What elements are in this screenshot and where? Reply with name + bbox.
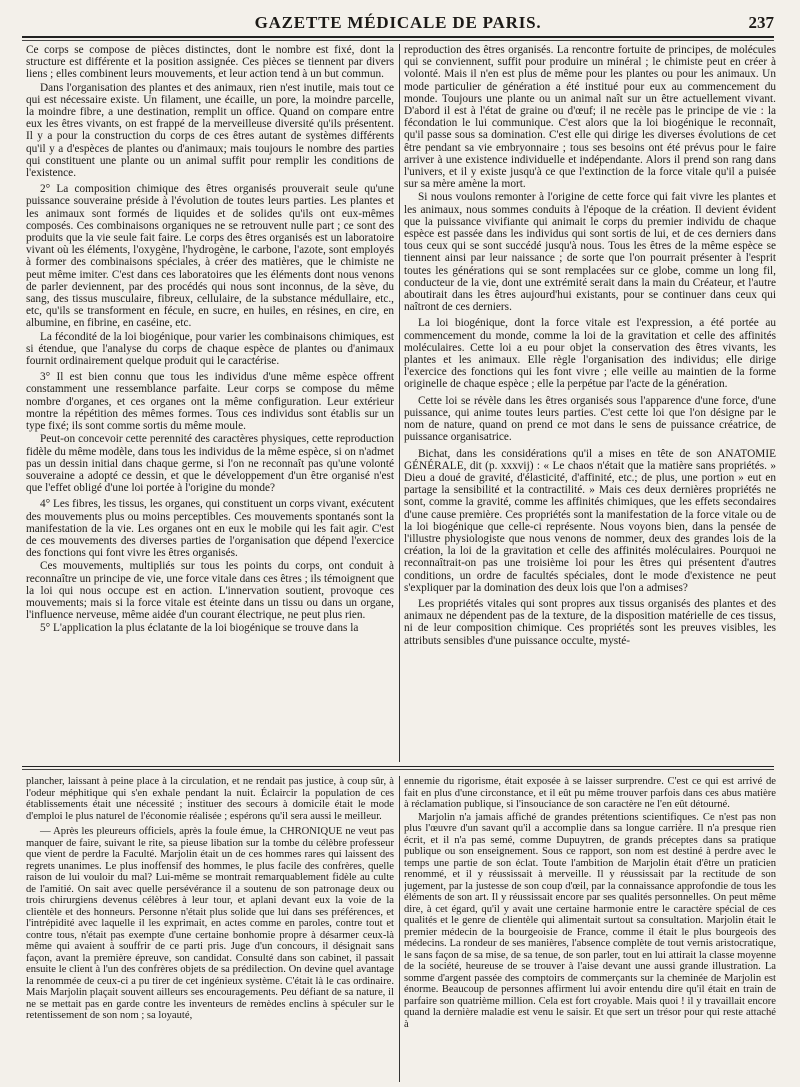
column-divider	[399, 44, 400, 762]
paragraph: 4° Les fibres, les tissus, les organes, qui constituent un corps vivant, exécutent des mouvements plus ou moins perceptibles. Ces mouvements spontanés sont la manifestation de la vie. Les organes ont en eux le mobile qui les fait agir. C'est de ces mouvements des diverses parties de l'organisation que dépend l'exercice des fonctions qui font vivre les êtres organisés.	[26, 498, 394, 560]
paragraph: Ce corps se compose de pièces distinctes, dont le nombre est fixé, dont la structure est différente et la position assignée. Ces pièces se tiennent par divers liens ; elles combinent leurs mouvements, et leur action tend à un but commun.	[26, 44, 394, 81]
paragraph: La loi biogénique, dont la force vitale est l'expression, a été portée au commencement du monde, comme la loi de la gravitation et celle des affinités moléculaires. Cette loi a eu pour objet la conservation des êtres vivants, les plantes et les animaux. Elle règle l'organisation des individus; elle dirige l'exercice des fonctions qui les font vivre ; elle veille au maintien de la forme originelle de chaque espèce ; elle la perpétue par l'acte de la génération.	[404, 317, 776, 391]
paragraph: Cette loi se révèle dans les êtres organisés sous l'apparence d'une force, d'une puissance, qui anime toutes leurs parties. C'est cette loi que l'on désigne par le nom de nature, quand on prend ce mot dans le sens de puissance créatrice, de puissance organisatrice.	[404, 394, 776, 444]
paragraph: Ces mouvements, multipliés sur tous les points du corps, ont conduit à reconnaître un principe de vie, une force vitale dans ces êtres ; ils témoignent que la loi qui nous occupe est en action. L'innervation soutient, provoque ces mouvements; mais si la force vitale est éteinte dans un tissu ou dans un organe, l'influence nerveuse, même aidée d'un courant électrique, ne peut plus rien.	[26, 560, 394, 622]
article-column-left	[26, 44, 394, 762]
section-rule	[22, 766, 774, 770]
paragraph: — Après les pleureurs officiels, après la foule émue, la CHRONIQUE ne veut pas manquer de faire, suivant le rite, sa pieuse libation sur la tombe du célèbre professeur que vient de perdre la Faculté. Marjolin était un de ces hommes rares qui laissent des regrets unanimes. Le plus inoffensif des hommes, le plus facile des confrères, quelle raison de lui vouloir du mal? Lui-même se montrait remarquablement fidèle au culte de l'amitié. On sait avec quelle persévérance il a soutenu de son patronage deux ou trois chirurgiens devenus célèbres à leur tour, et aplani devant eux la voie de la clientèle et des honneurs. Personne n'était plus solide que lui dans ses préférences, et l'intrépidité avec laquelle il les exprimait, en actes comme en paroles, contre tout et contre tous, n'était pas exempte d'une certaine bonhomie propre à désarmer ceux-là même qui avaient à souffrir de ce parti pris. Juge d'un concours, il désignait sans façon, avant la première épreuve, son candidat. Consulté dans son cabinet, il passait ensuite le client à l'un des confrères objets de sa prédilection. On devine quel avantage la renommée de ceux-ci a pu tirer de cet ingénieux système. C'était là le cas ordinaire. Mais Marjolin plaçait souvent ailleurs ses encouragements. Peu défiant de sa nature, il ne se mettait pas en garde contre les inventeurs de remèdes enclins à spéculer sur le retentissement de son nom ; sa loyauté,	[26, 826, 394, 1021]
article-column-right	[404, 44, 776, 762]
paragraph: 3° Il est bien connu que tous les individus d'une même espèce offrent constamment une ressemblance parfaite. Leur corps se compose du même nombre d'organes, et ces organes ont la même configuration. Leur extérieur montre la répétition des mêmes formes. Tous ces individus sont établis sur un type fixé; ils sont comme sortis du même moule.	[26, 371, 394, 433]
paragraph: Les propriétés vitales qui sont propres aux tissus organisés des plantes et des animaux ne dépendent pas de la texture, de la disposition matérielle de ces tissus, ni de leur composition chimique. Ces propriétés sont les preuves visibles, les attributs sensibles d'une puissance occulte, mysté-	[404, 597, 776, 647]
chronicle-column-right	[404, 776, 776, 1082]
paragraph: La fécondité de la loi biogénique, pour varier les combinaisons chimiques, est si étendue, que l'analyse du corps de chaque espèce de plantes ou d'animaux fournit ordinairement quelque produit qui le caractérise.	[26, 330, 394, 368]
paragraph: Marjolin n'a jamais affiché de grandes prétentions scientifiques. Ce n'est pas non plus l'œuvre d'un savant qu'il a accomplie dans sa longue carrière. Il n'a presque rien écrit, et il n'a pas semé, comme Dupuytren, de grands préceptes dans sa pratique publique ou son enseignement. Sous ce rapport, son nom est destiné à perdre avec le temps une partie de son éclat. Toute l'ambition de Marjolin était d'être un praticien renommé, et il y réussissait à merveille. Il y réussissait par la rectitude de son jugement, par la justesse de son coup d'œil, par la connaissance approfondie de tous les éléments de son art. Il y réussissait encore par ses qualités personnelles. On peut même dire, à cet égard, qu'il y avait une certaine harmonie entre le caractère spécial de ces qualités et le genre de clientèle qui alimentait surtout sa consultation. Marjolin était le premier médecin de la bourgeoisie de France, comme il était le plus bourgeois des médecins. La rondeur de ses manières, l'absence complète de tout vernis aristocratique, le sans façon de sa mise, de sa tenue, de son parler, tout en lui attirait la classe moyenne de la société, heureuse de se trouver à l'aise devant une aussi grande illustration. La somme d'argent passée des comptoirs de commerçants sur la cheminée de Marjolin est énorme. Beaucoup de personnes affirment lui avoir entendu dire qu'il était en train de parfaire son quatrième million. Cela est fort croyable. Mais quoi ! il y travaillait encore quand la dernière maladie est venu le saisir. Et que sert un trésor pour qui reste attaché à	[404, 811, 776, 1030]
paragraph: 2° La composition chimique des êtres organisés prouverait seule qu'une puissance souveraine préside à l'évolution de toutes leurs parties. Les plantes et les animaux sont formés de liquides et de solides qu'ils ont eux-mêmes composés. Ces combinaisons organiques ne se retrouvent nulle part ; ce sont des produits que la vie seule fait faire. Le corps des êtres organisés est un laboratoire vivant où les éléments, l'oxygène, l'hydrogène, le carbone, l'azote, sont employés à former des combinaisons spéciales, à créer des matières, que le chimiste ne peut même imiter. C'est dans ces laboratoires que les éléments dont nous venons de parler deviennent, par des procédés qui nous sont inconnus, de la sève, du sang, des tissus musculaire, fibreux, cellulaire, de la substance médullaire, etc., etc, qu'ils se transforment en fécule, en sucre, en huiles, en résines, en cire, en albumine, en fibrine, en caséine, etc.	[26, 183, 394, 330]
journal-title: GAZETTE MÉDICALE DE PARIS.	[254, 13, 542, 32]
running-head	[22, 11, 774, 35]
paragraph: Si nous voulons remonter à l'origine de cette force qui fait vivre les plantes et les animaux, nous sommes conduits à l'époque de la création. Il devient évident que la puissance vivifiante qui animait le corps du premier individu de chaque espèce est passée dans les individus qui sont sortis de lui, et de ces derniers dans tous ceux qui se sont succédé jusqu'à nous. Tous les êtres de la même espèce se tiennent ainsi par leur naissance ; de sorte que l'on pourrait présenter à l'esprit toutes les générations qui se sont remplacées sur ce globe, comme un long fil, conducteur de la vie, dont une extrémité serait dans la main du Créateur, et l'autre aboutirait dans les êtres aujourd'hui existants, pour se continuer dans ceux qui naîtront de ces derniers.	[404, 191, 776, 314]
paragraph: Bichat, dans les considérations qu'il a mises en tête de son ANATOMIE GÉNÉRALE, dit (p. xxxvij) : « Le chaos n'était que la matière sans propriétés. » Dieu a doué de gravité, d'élasticité, d'affinité, etc.; de plus, une portion » eut en partage la sensibilité et la contractilité. » Mais ces deux dernières propriétés ne sont, comme la gravité, comme les affinités chimiques, que les effets secondaires d'une cause première. Ces propriétés sont la manifestation de la force vitale ou de la loi biogénique que celle-ci représente. Nous voyons bien, dans la pensée de l'illustre physiologiste que nous venons de nommer, deux des grandes lois de la création, la loi de la gravitation et celle des affinités moléculaires. Pourquoi ne reconnaîtrait-on pas une troisième loi pour les êtres qui présentent d'autres conditions, un ordre de facultés spéciales, dont le mode d'existence ne peut s'expliquer par la domination des deux lois que l'on a admises?	[404, 447, 776, 594]
paragraph: plancher, laissant à peine place à la circulation, et ne rendait pas justice, à coup sûr, à l'odeur méphitique qui s'en exhale pendant la nuit. Éclaircir la population de ces établissements était une nécessité ; instituer des secours à domicile était le mode d'emploi le plus naturel de l'économie réalisée ; espérons qu'il sera aussi le meilleur.	[26, 776, 394, 822]
paragraph: Peut-on concevoir cette perennité des caractères physiques, cette reproduction fidèle du même modèle, dans tous les individus de la même espèce, si on n'admet pas un dessin initial dans chaque germe, si l'on ne reconnaît pas qu'une volonté souveraine a adopté ce dessin, et que le développement d'un être organisé n'est que l'effet obligé d'une loi portée à l'origine du monde?	[26, 433, 394, 495]
paragraph: Dans l'organisation des plantes et des animaux, rien n'est inutile, mais tout ce qui est nécessaire existe. Un filament, une écaille, un pore, la moindre parcelle, la moindre fibre, a une destination, remplit un office. Quand on compare entre eux les êtres vivants, on est frappé de la merveilleuse diversité qu'ils présentent. Il y a pour la construction du corps de ces êtres autant de systèmes différents qu'il y a d'espèces de plantes ou d'animaux; mais toujours le nombre des parties qui constituent une plante ou un animal suffit pour remplir les conditions de l'existence.	[26, 81, 394, 180]
paragraph: reproduction des êtres organisés. La rencontre fortuite de principes, de molécules qui se conviennent, suffit pour produire un minéral ; le chimiste peut en créer à volonté. Mais il n'en est plus de même pour les plantes ou pour les animaux. Un mode particulier de génération a été institué pour eux au commencement du monde. Toujours une plante ou un animal naît sur un être actuellement vivant. D'abord il est à l'état de graine ou d'œuf; il ne recèle pas le principe de vie : la fécondation le lui communique. C'est alors que la loi biogénique le reconnaît, qu'il passe sous sa domination. C'est elle qui dirige les diverses évolutions de cet être pendant sa vie embryonnaire ; tous ses besoins ont été prévus pour le faire arriver à une existence individuelle et indépendante. Alors il prend son rang dans l'univers, et il y existe jusqu'à ce que l'extinction de la force vitale qu'il a puisée sur sa mère amène la mort.	[404, 44, 776, 191]
paragraph: 5° L'application la plus éclatante de la loi biogénique se trouve dans la	[40, 622, 359, 635]
header-rule	[22, 36, 774, 41]
column-divider	[399, 776, 400, 1082]
paragraph: ennemie du rigorisme, était exposée à se laisser surprendre. C'est ce qui est arrivé de fait en plus d'une circonstance, et il eût pu même trouver parfois dans ces abus matière à réclamation publique, si l'insouciance de son caractère ne l'en eût détourné.	[404, 776, 776, 810]
chronicle-column-left	[26, 776, 394, 1082]
page-number: 237	[748, 13, 774, 32]
